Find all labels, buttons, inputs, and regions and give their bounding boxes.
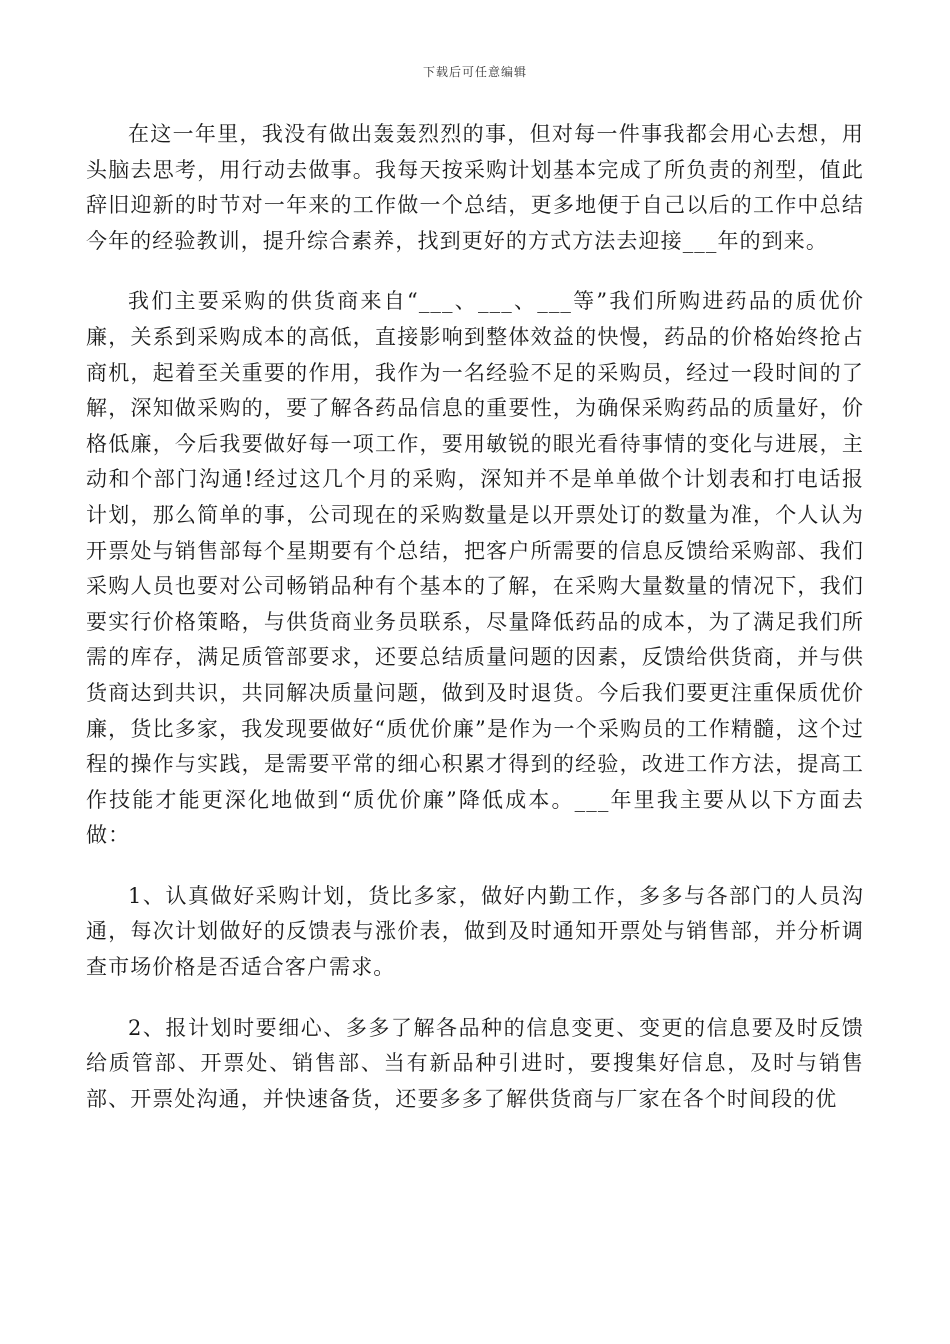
- paragraph-suppliers: 我们主要采购的供货商来自“___、___、___等”我们所购进药品的质优价廉，关系到采购成本的高低，直接影响到整体效益的快慢，药品的价格始终抢占商机，起着至关重要的作用，我作为一名经验不足的采购员，经过一段时间的了解，深知做采购的，要了解各药品信息的重要性，为确保采购药品的质量好，价格低廉，今后我要做好每一项工作，要用敏锐的眼光看待事情的变化与进展，主动和个部门沟通!经过这几个月的采购，深知并不是单单做个计划表和打电话报计划，那么简单的事，公司现在的采购数量是以开票处订的数量为准，个人认为开票处与销售部每个星期要有个总结，把客户所需要的信息反馈给采购部、我们采购人员也要对公司畅销品种有个基本的了解，在采购大量数量的情况下，我们要实行价格策略，与供货商业务员联系，尽量降低药品的成本，为了满足我们所需的库存，满足质管部要求，还要总结质量问题的因素，反馈给供货商，并与供货商达到共识，共同解决质量问题，做到及时退货。今后我们要更注重保质优价廉，货比多家，我发现要做好“质优价廉”是作为一个采购员的工作精髓，这个过程的操作与实践，是需要平常的细心积累才得到的经验，改进工作方法，提高工作技能才能更深化地做到“质优价廉”降低成本。___年里我主要从以下方面去做：: [86, 289, 864, 848]
- document-body: [86, 117, 864, 1142]
- paragraph-item-1: 1、认真做好采购计划，货比多家，做好内勤工作，多多与各部门的人员沟通，每次计划做好的反馈表与涨价表，做到及时通知开票处与销售部，并分析调查市场价格是否适合客户需求。: [86, 883, 864, 980]
- page-header-note: 下载后可任意编辑: [422, 65, 527, 79]
- paragraph-item-2: 2、报计划时要细心、多多了解各品种的信息变更、变更的信息要及时反馈给质管部、开票处、销售部、当有新品种引进时，要搜集好信息，及时与销售部、开票处沟通，并快速备货，还要多多了解供货商与厂家在各个时间段的优: [86, 1015, 864, 1111]
- paragraph-summary-intro: 在这一年里，我没有做出轰轰烈烈的事，但对每一件事我都会用心去想，用头脑去思考，用行动去做事。我每天按采购计划基本完成了所负责的剂型，值此辞旧迎新的时节对一年来的工作做一个总结，更多地便于自己以后的工作中总结今年的经验教训，提升综合素养，找到更好的方式方法去迎接___年的到来。: [86, 122, 864, 253]
